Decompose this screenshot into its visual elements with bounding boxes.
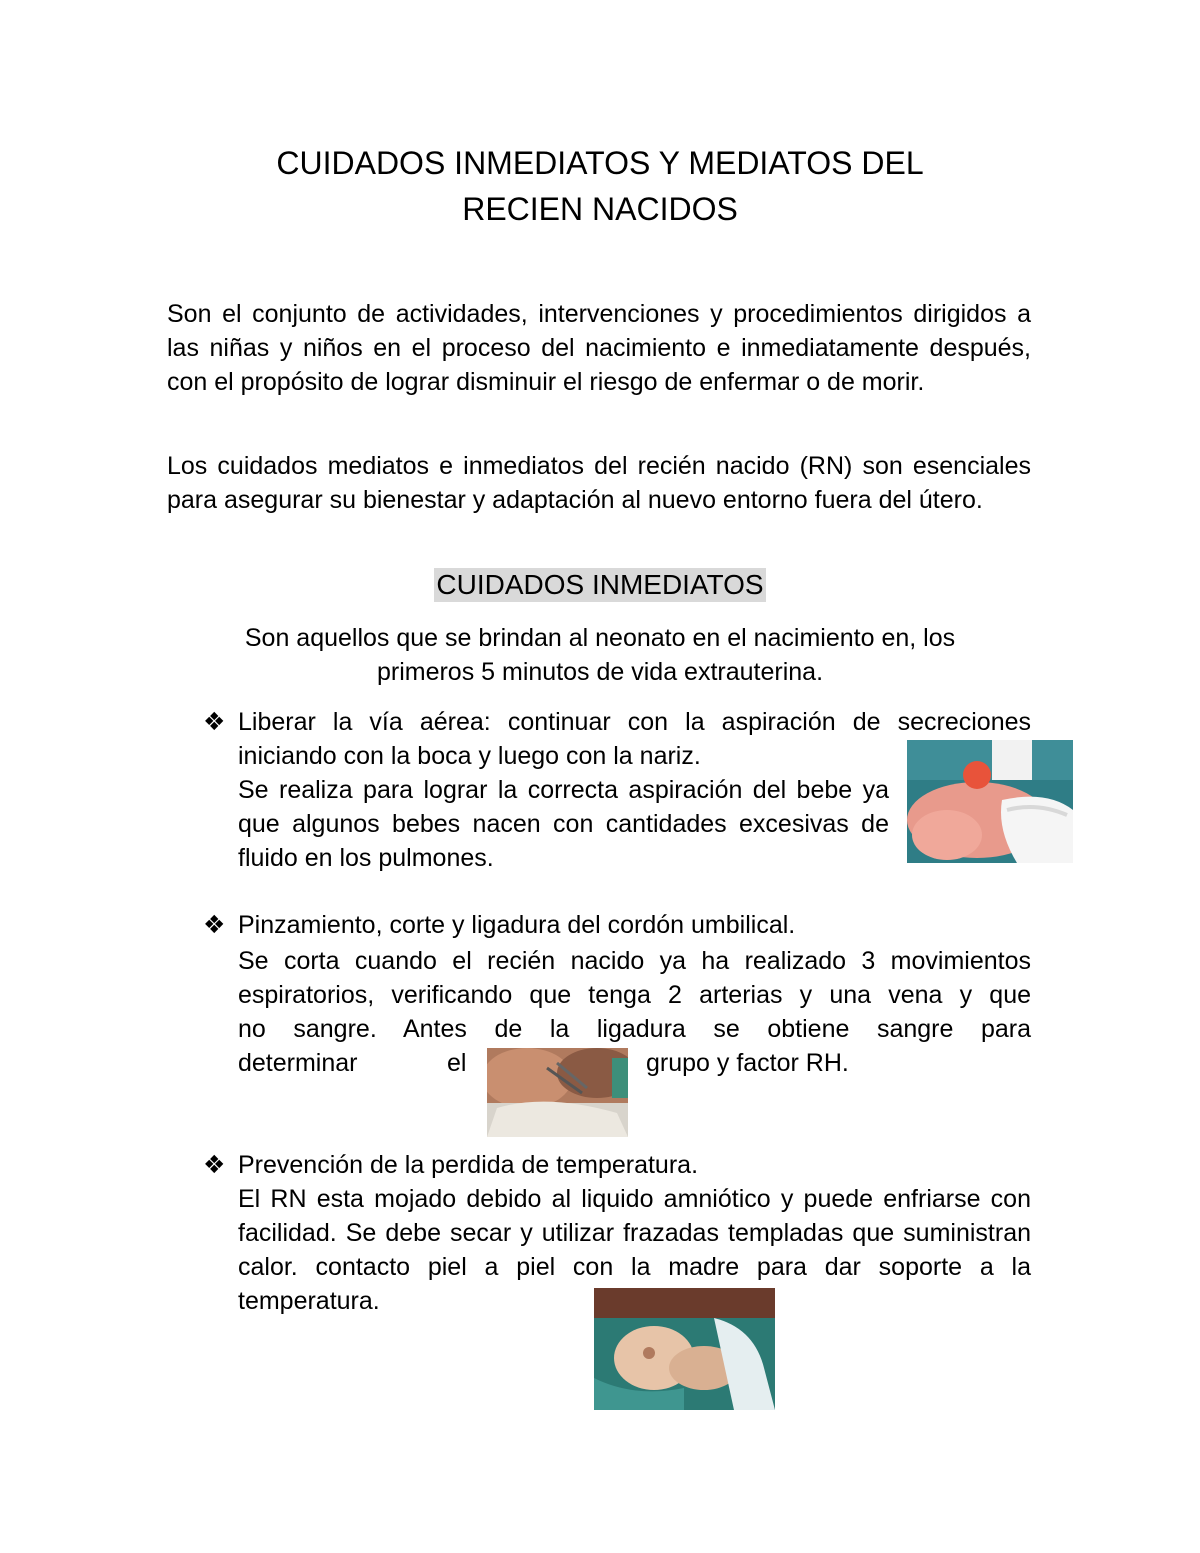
- item-2-body-line-2: espiratorios, verificando que tenga 2 arterias y una vena y que: [238, 981, 1031, 1009]
- airway-suction-photo: [907, 740, 1073, 863]
- item-2-body-word-b: el: [447, 1049, 467, 1077]
- bullet-icon: ❖: [203, 1151, 226, 1179]
- item-2-body-line-3: no sangre. Antes de la ligadura se obtiene sangre para: [238, 1015, 1031, 1043]
- item-1-title: Liberar la vía aérea: continuar con la aspiración de secreciones: [238, 708, 1031, 736]
- item-2-body-word-c: grupo y factor RH.: [646, 1049, 849, 1077]
- title-line-2: RECIEN NACIDOS: [462, 191, 738, 227]
- intro-paragraph-2: Los cuidados mediatos e inmediatos del recién nacido (RN) son esenciales para asegurar su bienestar y adaptación al nuevo entorno fuera del útero.: [167, 452, 1031, 514]
- bullet-icon: ❖: [203, 708, 226, 736]
- document-title: [160, 140, 1040, 232]
- item-3-body: El RN esta mojado debido al liquido amniótico y puede enfriarse con facilidad. Se debe secar y utilizar frazadas templadas que suministran calor. contacto piel a piel con la madre para dar soporte a la temperatura.: [238, 1185, 1031, 1315]
- item-3-title: Prevención de la perdida de temperatura.: [238, 1151, 699, 1179]
- section-intro: [190, 621, 1010, 689]
- section-heading: [0, 568, 1200, 602]
- section-heading-text: CUIDADOS INMEDIATOS: [436, 569, 764, 600]
- item-2-body-word-a: determinar: [238, 1049, 358, 1077]
- section-intro-line-1: Son aquellos que se brindan al neonato en el nacimiento en, los: [244, 624, 956, 652]
- title-line-1: CUIDADOS INMEDIATOS Y MEDIATOS DEL: [276, 145, 924, 181]
- item-1-line2: iniciando con la boca y luego con la nariz.: [238, 742, 701, 770]
- intro-paragraph-1: Son el conjunto de actividades, intervenciones y procedimientos dirigidos a las niñas y niños en el proceso del nacimiento e inmediatamente después, con el propósito de lograr disminuir el riesgo de enfermar o de morir.: [167, 300, 1031, 396]
- item-2-body-line-1: Se corta cuando el recién nacido ya ha realizado 3 movimientos: [238, 947, 1031, 975]
- section-intro-line-2: primeros 5 minutos de vida extrauterina.: [376, 658, 824, 686]
- item-1-body: Se realiza para lograr la correcta aspiración del bebe ya que algunos bebes nacen con cantidades excesivas de fluido en los pulmones.: [238, 776, 889, 872]
- bullet-icon: ❖: [203, 911, 226, 939]
- item-2-title: Pinzamiento, corte y ligadura del cordón umbilical.: [238, 911, 796, 939]
- umbilical-cord-photo: [487, 1048, 628, 1137]
- skin-to-skin-photo: [594, 1288, 775, 1410]
